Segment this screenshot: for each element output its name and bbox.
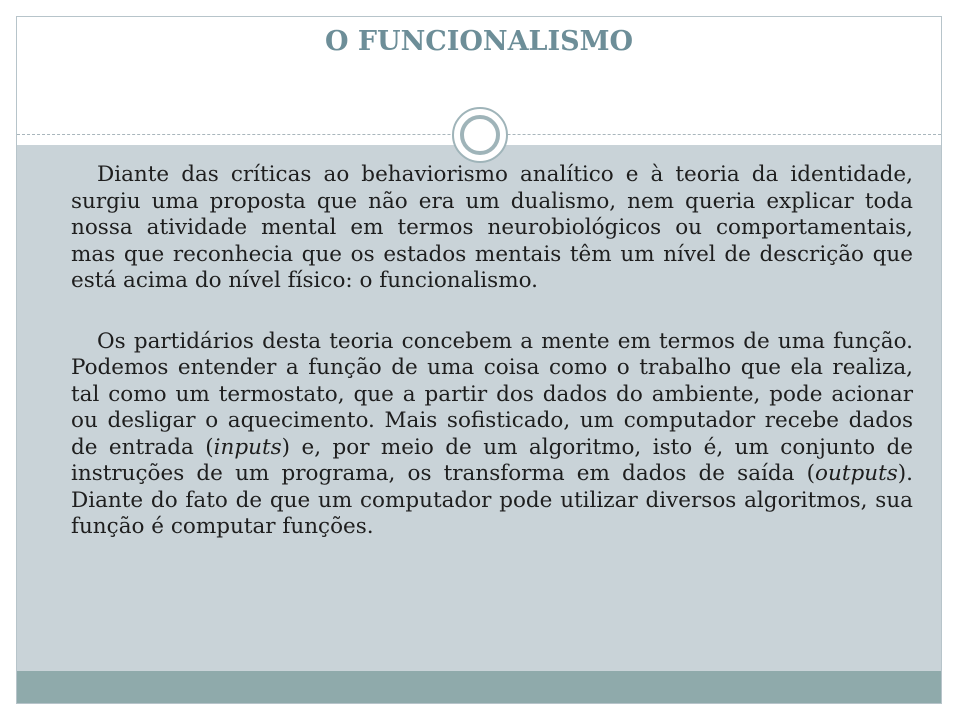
bottom-band — [17, 671, 941, 703]
outputs-term: outputs — [815, 461, 898, 486]
ring-inner — [460, 115, 500, 155]
inputs-term: inputs — [213, 434, 282, 460]
paragraph-2-part-3: ). Diante do fato de que um computador pode utilizar diversos algoritmos, sua função é computar funções. — [71, 461, 913, 539]
paragraph-2-part-2: ) e, por meio de um algoritmo, isto é, um conjunto de instruções de um programa, os transforma em dados de saída ( — [71, 434, 914, 486]
ring-icon — [452, 107, 508, 163]
slide-body — [71, 162, 913, 541]
paragraph-2 — [71, 329, 913, 541]
paragraph-1: Diante das críticas ao behaviorismo analítico e à teoria da identidade, surgiu uma proposta que não era um dualismo, nem queria explicar toda nossa atividade mental em termos neurobiológicos ou comportamentais, mas que reconhecia que os estados mentais têm um nível de descrição que está acima do nível físico: o funcionalismo. — [71, 162, 913, 293]
paragraph-2-part-1: Os partidários desta teoria concebem a mente em termos de uma função. Podemos entender a função de uma coisa como o trabalho que ela realiza, tal como um termostato, que a partir dos dados do ambiente, pode acionar ou desligar o aquecimento. Mais sofisticado, um computador recebe dados de entrada ( — [71, 328, 913, 460]
slide-title: O FUNCIONALISMO — [324, 26, 634, 57]
